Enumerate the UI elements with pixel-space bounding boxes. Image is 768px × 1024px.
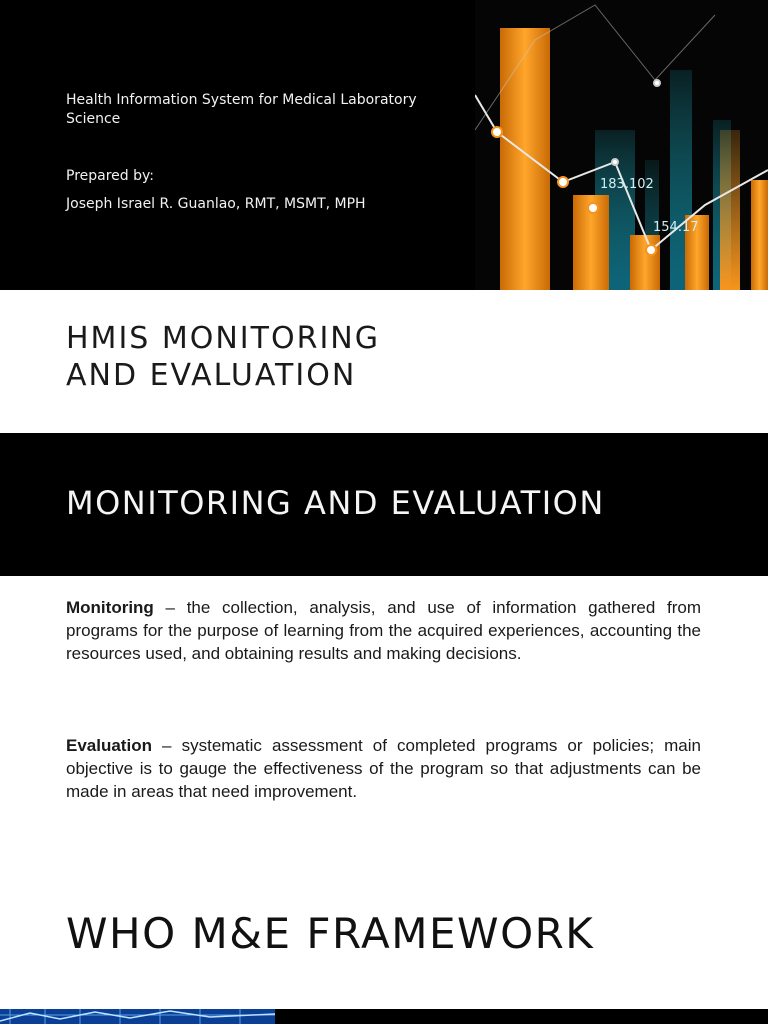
hmis-heading-line2: AND EVALUATION [66, 358, 357, 393]
course-title: Health Information System for Medical Laboratory Science [66, 92, 417, 127]
bar-chart-hero-image [475, 0, 768, 290]
monitoring-term: Monitoring [66, 598, 154, 617]
definitions-slide [0, 576, 768, 866]
author-name: Joseph Israel R. Guanlao, RMT, MSMT, MPH [66, 196, 366, 212]
framework-heading: WHO M&E FRAMEWORK [66, 909, 595, 958]
me-banner-slide [0, 433, 768, 576]
next-slide-image-strip [0, 1009, 275, 1024]
title-slide [0, 0, 768, 290]
next-slide-partial [0, 1009, 768, 1024]
hero-label-1: 183.102 [600, 177, 654, 192]
me-heading: MONITORING AND EVALUATION [66, 484, 605, 522]
hmis-heading [66, 320, 586, 394]
evaluation-text: – systematic assessment of completed programs or policies; main objective is to gauge the effectiveness of the program so that adjustments can be made in areas that need improvement. [66, 736, 701, 801]
prepared-by-label: Prepared by: [66, 168, 154, 184]
hmis-section-slide [0, 290, 768, 433]
hero-label-2: 154.17 [653, 220, 699, 235]
evaluation-definition [66, 734, 701, 803]
framework-slide [0, 866, 768, 1009]
monitoring-text: – the collection, analysis, and use of information gathered from programs for the purpose of learning from the acquired experiences, accounting the resources used, and obtaining results and making decisions. [66, 598, 701, 663]
monitoring-definition [66, 596, 701, 665]
evaluation-term: Evaluation [66, 736, 152, 755]
hmis-heading-line1: HMIS MONITORING [66, 321, 380, 356]
